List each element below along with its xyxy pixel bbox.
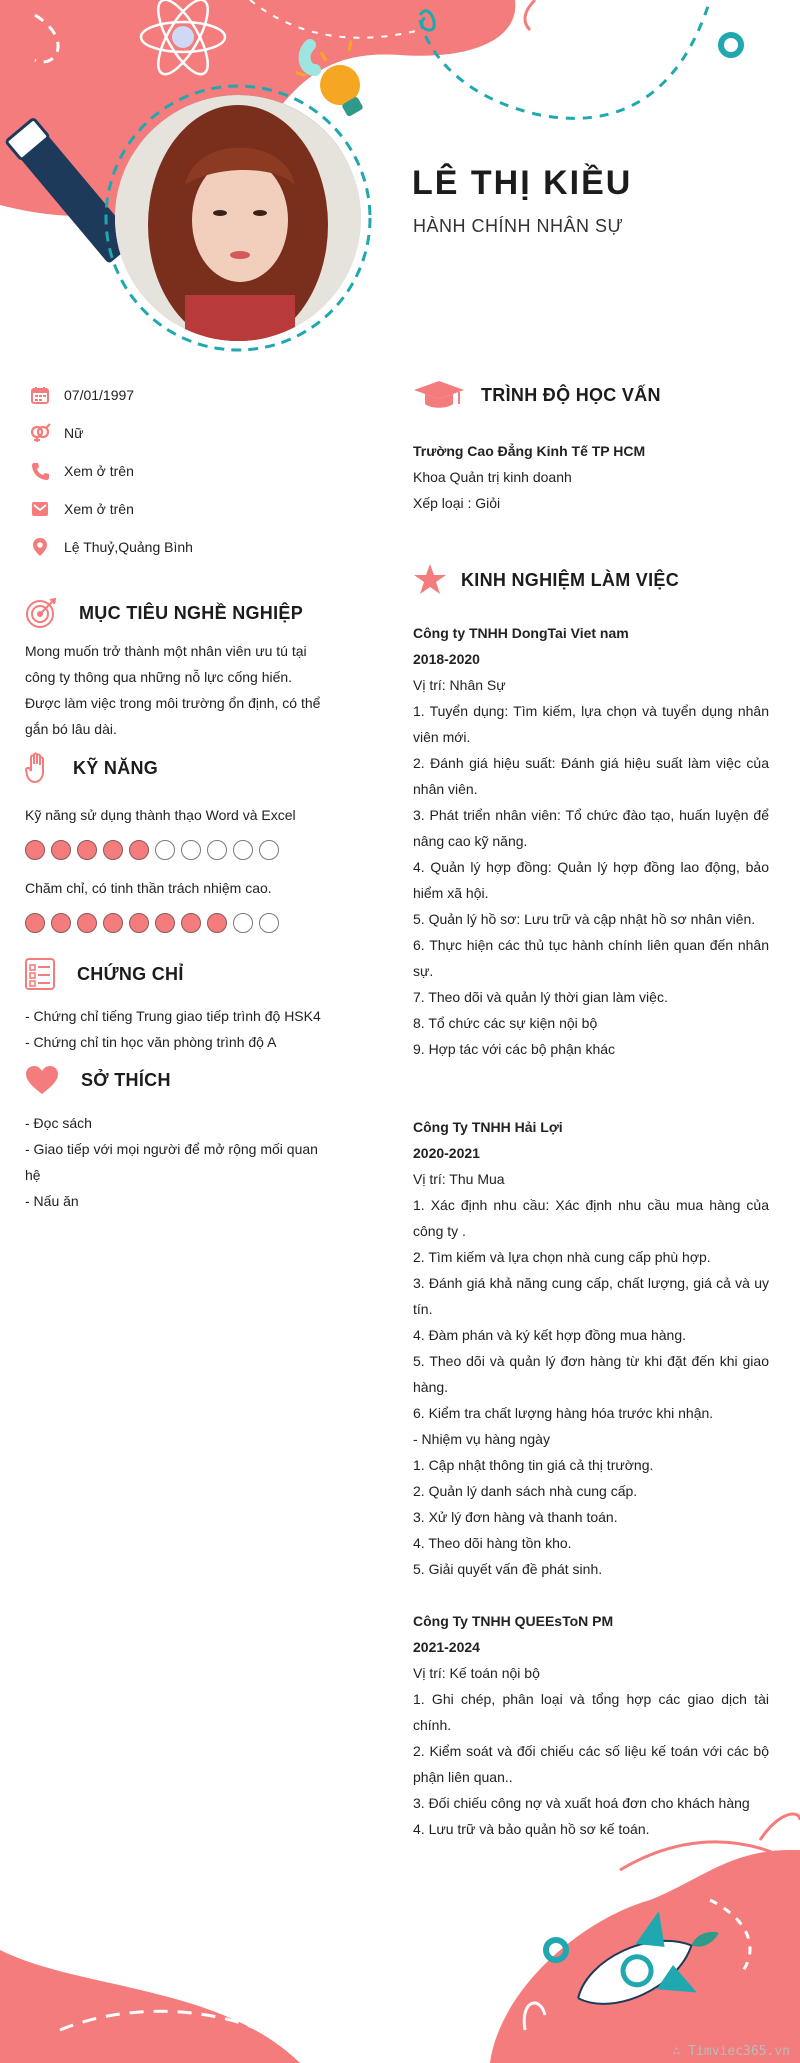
calendar-icon <box>28 384 52 406</box>
phone-row <box>28 460 134 482</box>
hobby-item: - Giao tiếp với mọi người để mở rộng mối quan hệ <box>25 1141 318 1183</box>
job-duty: 2. Đánh giá hiệu suất: Đánh giá hiệu suất làm việc của nhân viên. <box>413 755 769 797</box>
rating-dot-filled <box>25 913 45 933</box>
certificate-item: - Chứng chỉ tiếng Trung giao tiếp trình độ HSK4 <box>25 1008 321 1024</box>
hobbies-title: SỞ THÍCH <box>81 1069 171 1090</box>
rating-dot-empty <box>181 840 201 860</box>
objective-text: Mong muốn trở thành một nhân viên ưu tú tại công ty thông qua những nỗ lực cống hiến. Được làm việc trong môi trường ổn định, có thể gắn bó lâu dài. <box>25 643 321 737</box>
job-entry <box>413 1114 769 1582</box>
job-entry <box>413 620 769 1062</box>
gender-icon <box>28 422 52 444</box>
job-role: Vị trí: Nhân Sự <box>413 677 506 693</box>
address-value: Lệ Thuỷ,Quảng Bình <box>64 539 193 555</box>
job-duty: 3. Phát triển nhân viên: Tổ chức đào tạo, huấn luyện để nâng cao kỹ năng. <box>413 807 769 849</box>
job-duty: 3. Đánh giá khả năng cung cấp, chất lượng, giá cả và uy tín. <box>413 1275 769 1317</box>
job-role: Vị trí: Kế toán nội bộ <box>413 1665 540 1681</box>
experience-heading <box>413 563 679 597</box>
rating-dot-empty <box>207 840 227 860</box>
job-duty: 4. Đàm phán và ký kết hợp đồng mua hàng. <box>413 1327 687 1343</box>
rating-dot-filled <box>51 913 71 933</box>
job-entry <box>413 1608 769 1842</box>
candidate-name: LÊ THỊ KIỀU <box>412 164 633 202</box>
gender-row <box>28 422 83 444</box>
education-block <box>413 438 769 516</box>
faculty: Khoa Quản trị kinh doanh <box>413 469 572 485</box>
rating-dot-filled <box>51 840 71 860</box>
phone-icon <box>28 460 52 482</box>
address-row <box>28 536 193 558</box>
certificate-item: - Chứng chỉ tin học văn phòng trình độ A <box>25 1034 277 1050</box>
rating-dot-empty <box>233 913 253 933</box>
school-name: Trường Cao Đẳng Kinh Tế TP HCM <box>413 443 646 459</box>
rating-dot-filled <box>155 913 175 933</box>
rating-dot-empty <box>259 913 279 933</box>
job-duty: - Nhiệm vụ hàng ngày <box>413 1431 550 1447</box>
rating-dot-empty <box>155 840 175 860</box>
job-duty: 1. Cập nhật thông tin giá cả thị trường. <box>413 1457 654 1473</box>
rating-dot-filled <box>129 913 149 933</box>
birthday-row <box>28 384 134 406</box>
gender-value: Nữ <box>64 425 84 441</box>
job-duty: 7. Theo dõi và quản lý thời gian làm việc. <box>413 989 668 1005</box>
heart-icon <box>25 1065 59 1095</box>
job-period: 2021-2024 <box>413 1639 480 1655</box>
job-duty: 3. Đối chiếu công nợ và xuất hoá đơn cho khách hàng <box>413 1795 750 1811</box>
skills-title: KỸ NĂNG <box>73 757 159 778</box>
grade: Xếp loại : Giỏi <box>413 495 501 511</box>
job-duty: 2. Tìm kiếm và lựa chọn nhà cung cấp phù hợp. <box>413 1249 711 1265</box>
experience-list <box>413 620 769 1868</box>
skill-name-2: Chăm chỉ, có tinh thần trách nhiệm cao. <box>25 880 272 896</box>
rating-dot-filled <box>77 913 97 933</box>
job-duty: 5. Theo dõi và quản lý đơn hàng từ khi đặt đến khi giao hàng. <box>413 1353 769 1395</box>
job-duty: 9. Hợp tác với các bộ phận khác <box>413 1041 616 1057</box>
hobby-item: - Đọc sách <box>25 1115 92 1131</box>
email-row <box>28 498 134 520</box>
job-duty: 1. Tuyển dụng: Tìm kiếm, lựa chọn và tuyển dụng nhân viên mới. <box>413 703 769 745</box>
job-duty: 5. Giải quyết vấn đề phát sinh. <box>413 1561 603 1577</box>
job-duty: 2. Quản lý danh sách nhà cung cấp. <box>413 1483 638 1499</box>
rating-dot-filled <box>25 840 45 860</box>
checklist-icon <box>25 958 55 990</box>
skills-heading <box>25 752 158 784</box>
location-pin-icon <box>28 536 52 558</box>
graduation-cap-icon <box>413 380 465 410</box>
education-heading <box>413 380 661 410</box>
rating-dot-filled <box>207 913 227 933</box>
job-company: Công ty TNHH DongTai Viet nam <box>413 625 629 641</box>
job-company: Công Ty TNHH QUEEsToN PM <box>413 1613 614 1629</box>
skill-name-1: Kỹ năng sử dụng thành thạo Word và Excel <box>25 807 296 823</box>
job-duty: 4. Theo dõi hàng tồn kho. <box>413 1535 572 1551</box>
rating-dot-filled <box>181 913 201 933</box>
star-icon <box>413 563 447 597</box>
skill-rating-2 <box>25 913 279 933</box>
job-duty: 6. Kiểm tra chất lượng hàng hóa trước khi nhận. <box>413 1405 714 1421</box>
watermark: ∴ Timviec365.vn <box>672 2044 790 2059</box>
job-duty: 5. Quản lý hồ sơ: Lưu trữ và cập nhật hồ sơ nhân viên. <box>413 911 756 927</box>
job-role: Vị trí: Thu Mua <box>413 1171 505 1187</box>
rating-dot-filled <box>129 840 149 860</box>
job-period: 2018-2020 <box>413 651 480 667</box>
phone-value: Xem ở trên <box>64 463 134 479</box>
birthday-value: 07/01/1997 <box>64 387 135 403</box>
job-company: Công Ty TNHH Hải Lợi <box>413 1119 563 1135</box>
email-icon <box>28 498 52 520</box>
certificates-heading <box>25 958 184 990</box>
job-period: 2020-2021 <box>413 1145 480 1161</box>
email-value: Xem ở trên <box>64 501 134 517</box>
hobbies-heading <box>25 1065 171 1095</box>
hand-icon <box>25 752 51 784</box>
skill-rating-1 <box>25 840 279 860</box>
job-duty: 8. Tổ chức các sự kiện nội bộ <box>413 1015 598 1031</box>
rating-dot-filled <box>103 840 123 860</box>
job-duty: 6. Thực hiện các thủ tục hành chính liên quan đến nhân sự. <box>413 937 769 979</box>
job-duty: 2. Kiểm soát và đối chiếu các số liệu kế toán với các bộ phận liên quan.. <box>413 1743 769 1785</box>
job-duty: 3. Xử lý đơn hàng và thanh toán. <box>413 1509 618 1525</box>
objective-title: MỤC TIÊU NGHỀ NGHIỆP <box>79 602 304 623</box>
rating-dot-empty <box>259 840 279 860</box>
job-duty: 1. Xác định nhu cầu: Xác định nhu cầu mua hàng của công ty . <box>413 1197 769 1239</box>
job-duty: 4. Lưu trữ và bảo quản hồ sơ kế toán. <box>413 1821 650 1837</box>
rating-dot-filled <box>103 913 123 933</box>
job-duty: 1. Ghi chép, phân loại và tổng hợp các giao dịch tài chính. <box>413 1691 769 1733</box>
experience-title: KINH NGHIỆM LÀM VIỆC <box>461 569 680 590</box>
candidate-position: HÀNH CHÍNH NHÂN SỰ <box>413 216 624 236</box>
target-icon <box>25 597 57 629</box>
education-title: TRÌNH ĐỘ HỌC VẤN <box>481 384 661 405</box>
certificates-list <box>25 1003 325 1055</box>
rating-dot-empty <box>233 840 253 860</box>
hobbies-list <box>25 1110 325 1214</box>
rating-dot-filled <box>77 840 97 860</box>
hobby-item: - Nấu ăn <box>25 1193 79 1209</box>
objective-heading <box>25 597 303 629</box>
certificates-title: CHỨNG CHỈ <box>77 963 184 984</box>
job-duty: 4. Quản lý hợp đồng: Quản lý hợp đồng lao động, bảo hiểm xã hội. <box>413 859 769 901</box>
avatar <box>115 95 361 341</box>
